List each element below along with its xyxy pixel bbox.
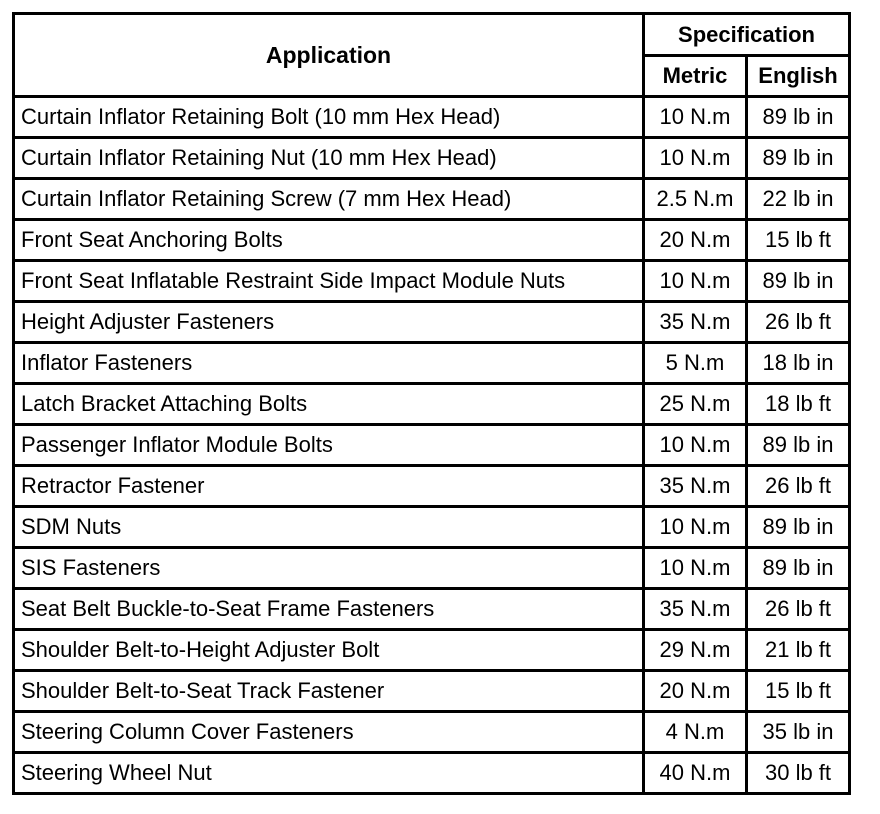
english-cell: 18 lb ft — [747, 384, 850, 425]
table-row — [14, 261, 850, 302]
header-row-top — [14, 14, 850, 56]
english-cell: 18 lb in — [747, 343, 850, 384]
metric-cell: 29 N.m — [644, 630, 747, 671]
application-cell: Retractor Fastener — [14, 466, 644, 507]
application-cell: Front Seat Anchoring Bolts — [14, 220, 644, 261]
metric-cell: 35 N.m — [644, 466, 747, 507]
english-header: English — [747, 56, 850, 97]
table-row — [14, 712, 850, 753]
application-cell: Inflator Fasteners — [14, 343, 644, 384]
table-row — [14, 138, 850, 179]
application-cell: Passenger Inflator Module Bolts — [14, 425, 644, 466]
application-cell: Latch Bracket Attaching Bolts — [14, 384, 644, 425]
specification-header: Specification — [644, 14, 850, 56]
application-cell: Curtain Inflator Retaining Screw (7 mm Hex Head) — [14, 179, 644, 220]
application-cell: Front Seat Inflatable Restraint Side Impact Module Nuts — [14, 261, 644, 302]
english-cell: 89 lb in — [747, 97, 850, 138]
application-cell: SDM Nuts — [14, 507, 644, 548]
english-cell: 89 lb in — [747, 261, 850, 302]
table-header — [14, 14, 850, 97]
metric-cell: 40 N.m — [644, 753, 747, 794]
english-cell: 26 lb ft — [747, 466, 850, 507]
application-cell: Curtain Inflator Retaining Nut (10 mm Hex Head) — [14, 138, 644, 179]
english-cell: 35 lb in — [747, 712, 850, 753]
application-cell: Curtain Inflator Retaining Bolt (10 mm Hex Head) — [14, 97, 644, 138]
english-cell: 89 lb in — [747, 425, 850, 466]
table-row — [14, 671, 850, 712]
table-row — [14, 220, 850, 261]
english-cell: 15 lb ft — [747, 220, 850, 261]
metric-cell: 20 N.m — [644, 671, 747, 712]
application-header: Application — [14, 14, 644, 97]
english-cell: 15 lb ft — [747, 671, 850, 712]
english-cell: 21 lb ft — [747, 630, 850, 671]
metric-cell: 5 N.m — [644, 343, 747, 384]
table-row — [14, 97, 850, 138]
table-row — [14, 589, 850, 630]
metric-cell: 25 N.m — [644, 384, 747, 425]
table-body — [14, 97, 850, 794]
table-row — [14, 630, 850, 671]
english-cell: 22 lb in — [747, 179, 850, 220]
english-cell: 26 lb ft — [747, 302, 850, 343]
table-row — [14, 425, 850, 466]
metric-header: Metric — [644, 56, 747, 97]
metric-cell: 4 N.m — [644, 712, 747, 753]
english-cell: 26 lb ft — [747, 589, 850, 630]
english-cell: 89 lb in — [747, 507, 850, 548]
table-row — [14, 507, 850, 548]
english-cell: 89 lb in — [747, 138, 850, 179]
metric-cell: 10 N.m — [644, 138, 747, 179]
metric-cell: 10 N.m — [644, 507, 747, 548]
application-cell: Shoulder Belt-to-Height Adjuster Bolt — [14, 630, 644, 671]
metric-cell: 10 N.m — [644, 425, 747, 466]
metric-cell: 35 N.m — [644, 589, 747, 630]
metric-cell: 2.5 N.m — [644, 179, 747, 220]
metric-cell: 10 N.m — [644, 548, 747, 589]
fastener-spec-table — [12, 12, 851, 795]
application-cell: SIS Fasteners — [14, 548, 644, 589]
english-cell: 89 lb in — [747, 548, 850, 589]
table-row — [14, 384, 850, 425]
application-cell: Height Adjuster Fasteners — [14, 302, 644, 343]
metric-cell: 35 N.m — [644, 302, 747, 343]
table-row — [14, 466, 850, 507]
application-cell: Steering Column Cover Fasteners — [14, 712, 644, 753]
metric-cell: 10 N.m — [644, 97, 747, 138]
table-row — [14, 179, 850, 220]
table-row — [14, 302, 850, 343]
table-row — [14, 548, 850, 589]
table-row — [14, 343, 850, 384]
table-row — [14, 753, 850, 794]
application-cell: Seat Belt Buckle-to-Seat Frame Fasteners — [14, 589, 644, 630]
application-cell: Steering Wheel Nut — [14, 753, 644, 794]
metric-cell: 10 N.m — [644, 261, 747, 302]
english-cell: 30 lb ft — [747, 753, 850, 794]
metric-cell: 20 N.m — [644, 220, 747, 261]
application-cell: Shoulder Belt-to-Seat Track Fastener — [14, 671, 644, 712]
